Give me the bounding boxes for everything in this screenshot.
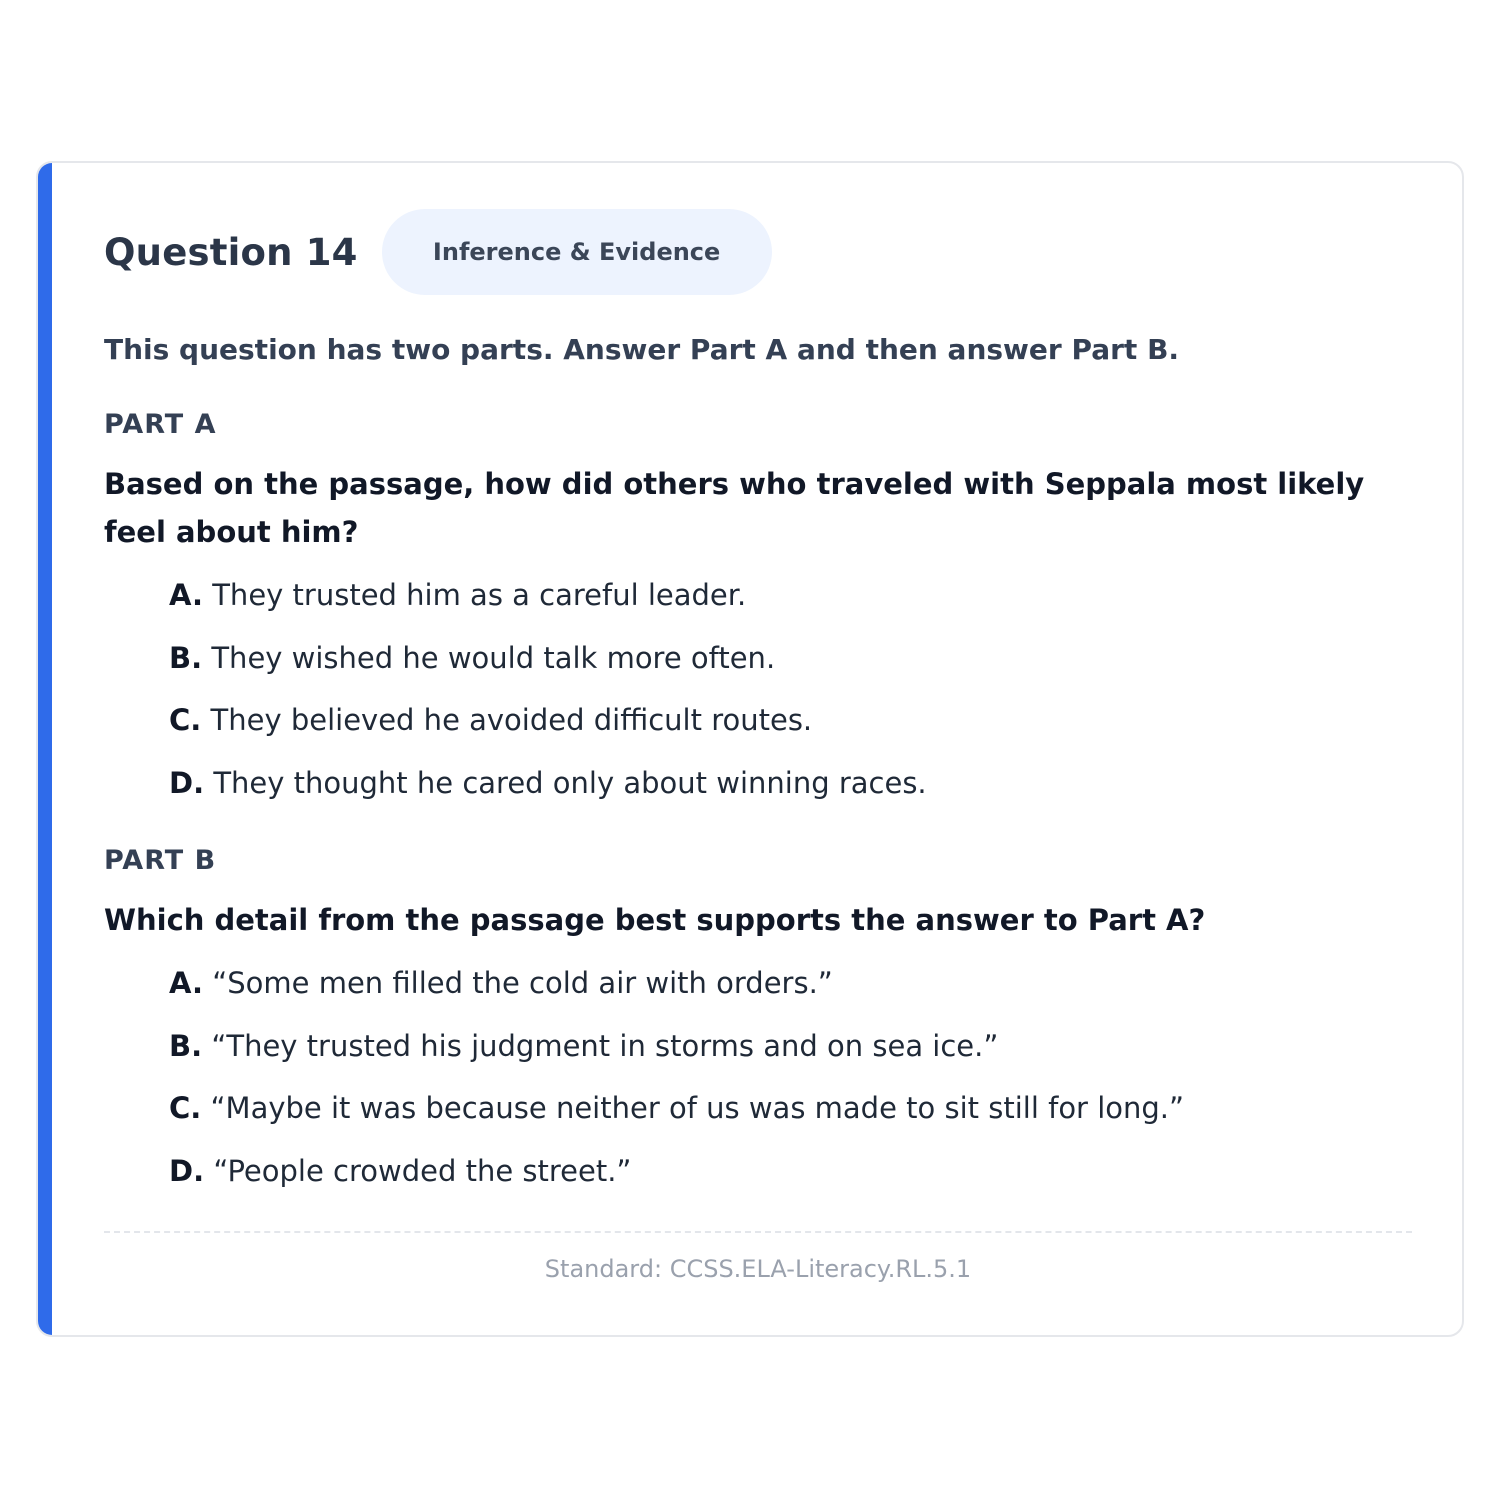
option-letter: A. xyxy=(169,578,203,612)
footer-divider xyxy=(104,1231,1412,1233)
option-letter: C. xyxy=(169,703,202,737)
skill-badge: Inference & Evidence xyxy=(382,209,772,295)
option-letter: B. xyxy=(169,1028,203,1063)
part-a-options xyxy=(169,577,927,827)
option-letter: C. xyxy=(169,1091,202,1125)
part-a-prompt: Based on the passage, how did others who traveled with Seppala most likely feel about him? xyxy=(104,467,1365,549)
question-title: Question 14 xyxy=(104,230,358,274)
option-text: “Some men filled the cold air with orders.” xyxy=(212,966,833,1000)
part-b-option-d[interactable] xyxy=(169,1153,1184,1216)
part-a-option-a[interactable] xyxy=(169,577,927,640)
question-header xyxy=(104,209,772,295)
accent-bar xyxy=(38,163,52,1335)
option-letter: D. xyxy=(169,765,205,800)
option-text: “People crowded the street.” xyxy=(213,1153,632,1188)
option-text: “They trusted his judgment in storms and on sea ice.” xyxy=(211,1028,999,1063)
option-text: They wished he would talk more often. xyxy=(211,640,776,675)
standard-footnote: Standard: CCSS.ELA-Literacy.RL.5.1 xyxy=(544,1255,972,1283)
option-letter: B. xyxy=(169,640,203,675)
question-instructions: This question has two parts. Answer Part A and then answer Part B. xyxy=(104,333,1180,366)
part-a-option-b[interactable] xyxy=(169,640,927,703)
part-b-label: PART B xyxy=(104,845,217,876)
part-a-option-c[interactable] xyxy=(169,702,927,765)
part-a-option-d[interactable] xyxy=(169,765,927,828)
part-b-option-a[interactable] xyxy=(169,965,1184,1028)
option-text: They believed he avoided difficult routes. xyxy=(210,703,813,737)
part-a-label: PART A xyxy=(104,409,217,440)
option-letter: D. xyxy=(169,1153,205,1188)
part-b-options xyxy=(169,965,1184,1215)
option-text: “Maybe it was because neither of us was made to sit still for long.” xyxy=(210,1091,1185,1125)
option-text: They trusted him as a careful leader. xyxy=(212,578,747,612)
part-b-prompt: Which detail from the passage best supports the answer to Part A? xyxy=(104,903,1206,937)
option-text: They thought he cared only about winning races. xyxy=(213,765,927,800)
question-card xyxy=(36,161,1464,1337)
part-b-option-c[interactable] xyxy=(169,1090,1184,1153)
part-b-option-b[interactable] xyxy=(169,1028,1184,1091)
option-letter: A. xyxy=(169,966,203,1000)
